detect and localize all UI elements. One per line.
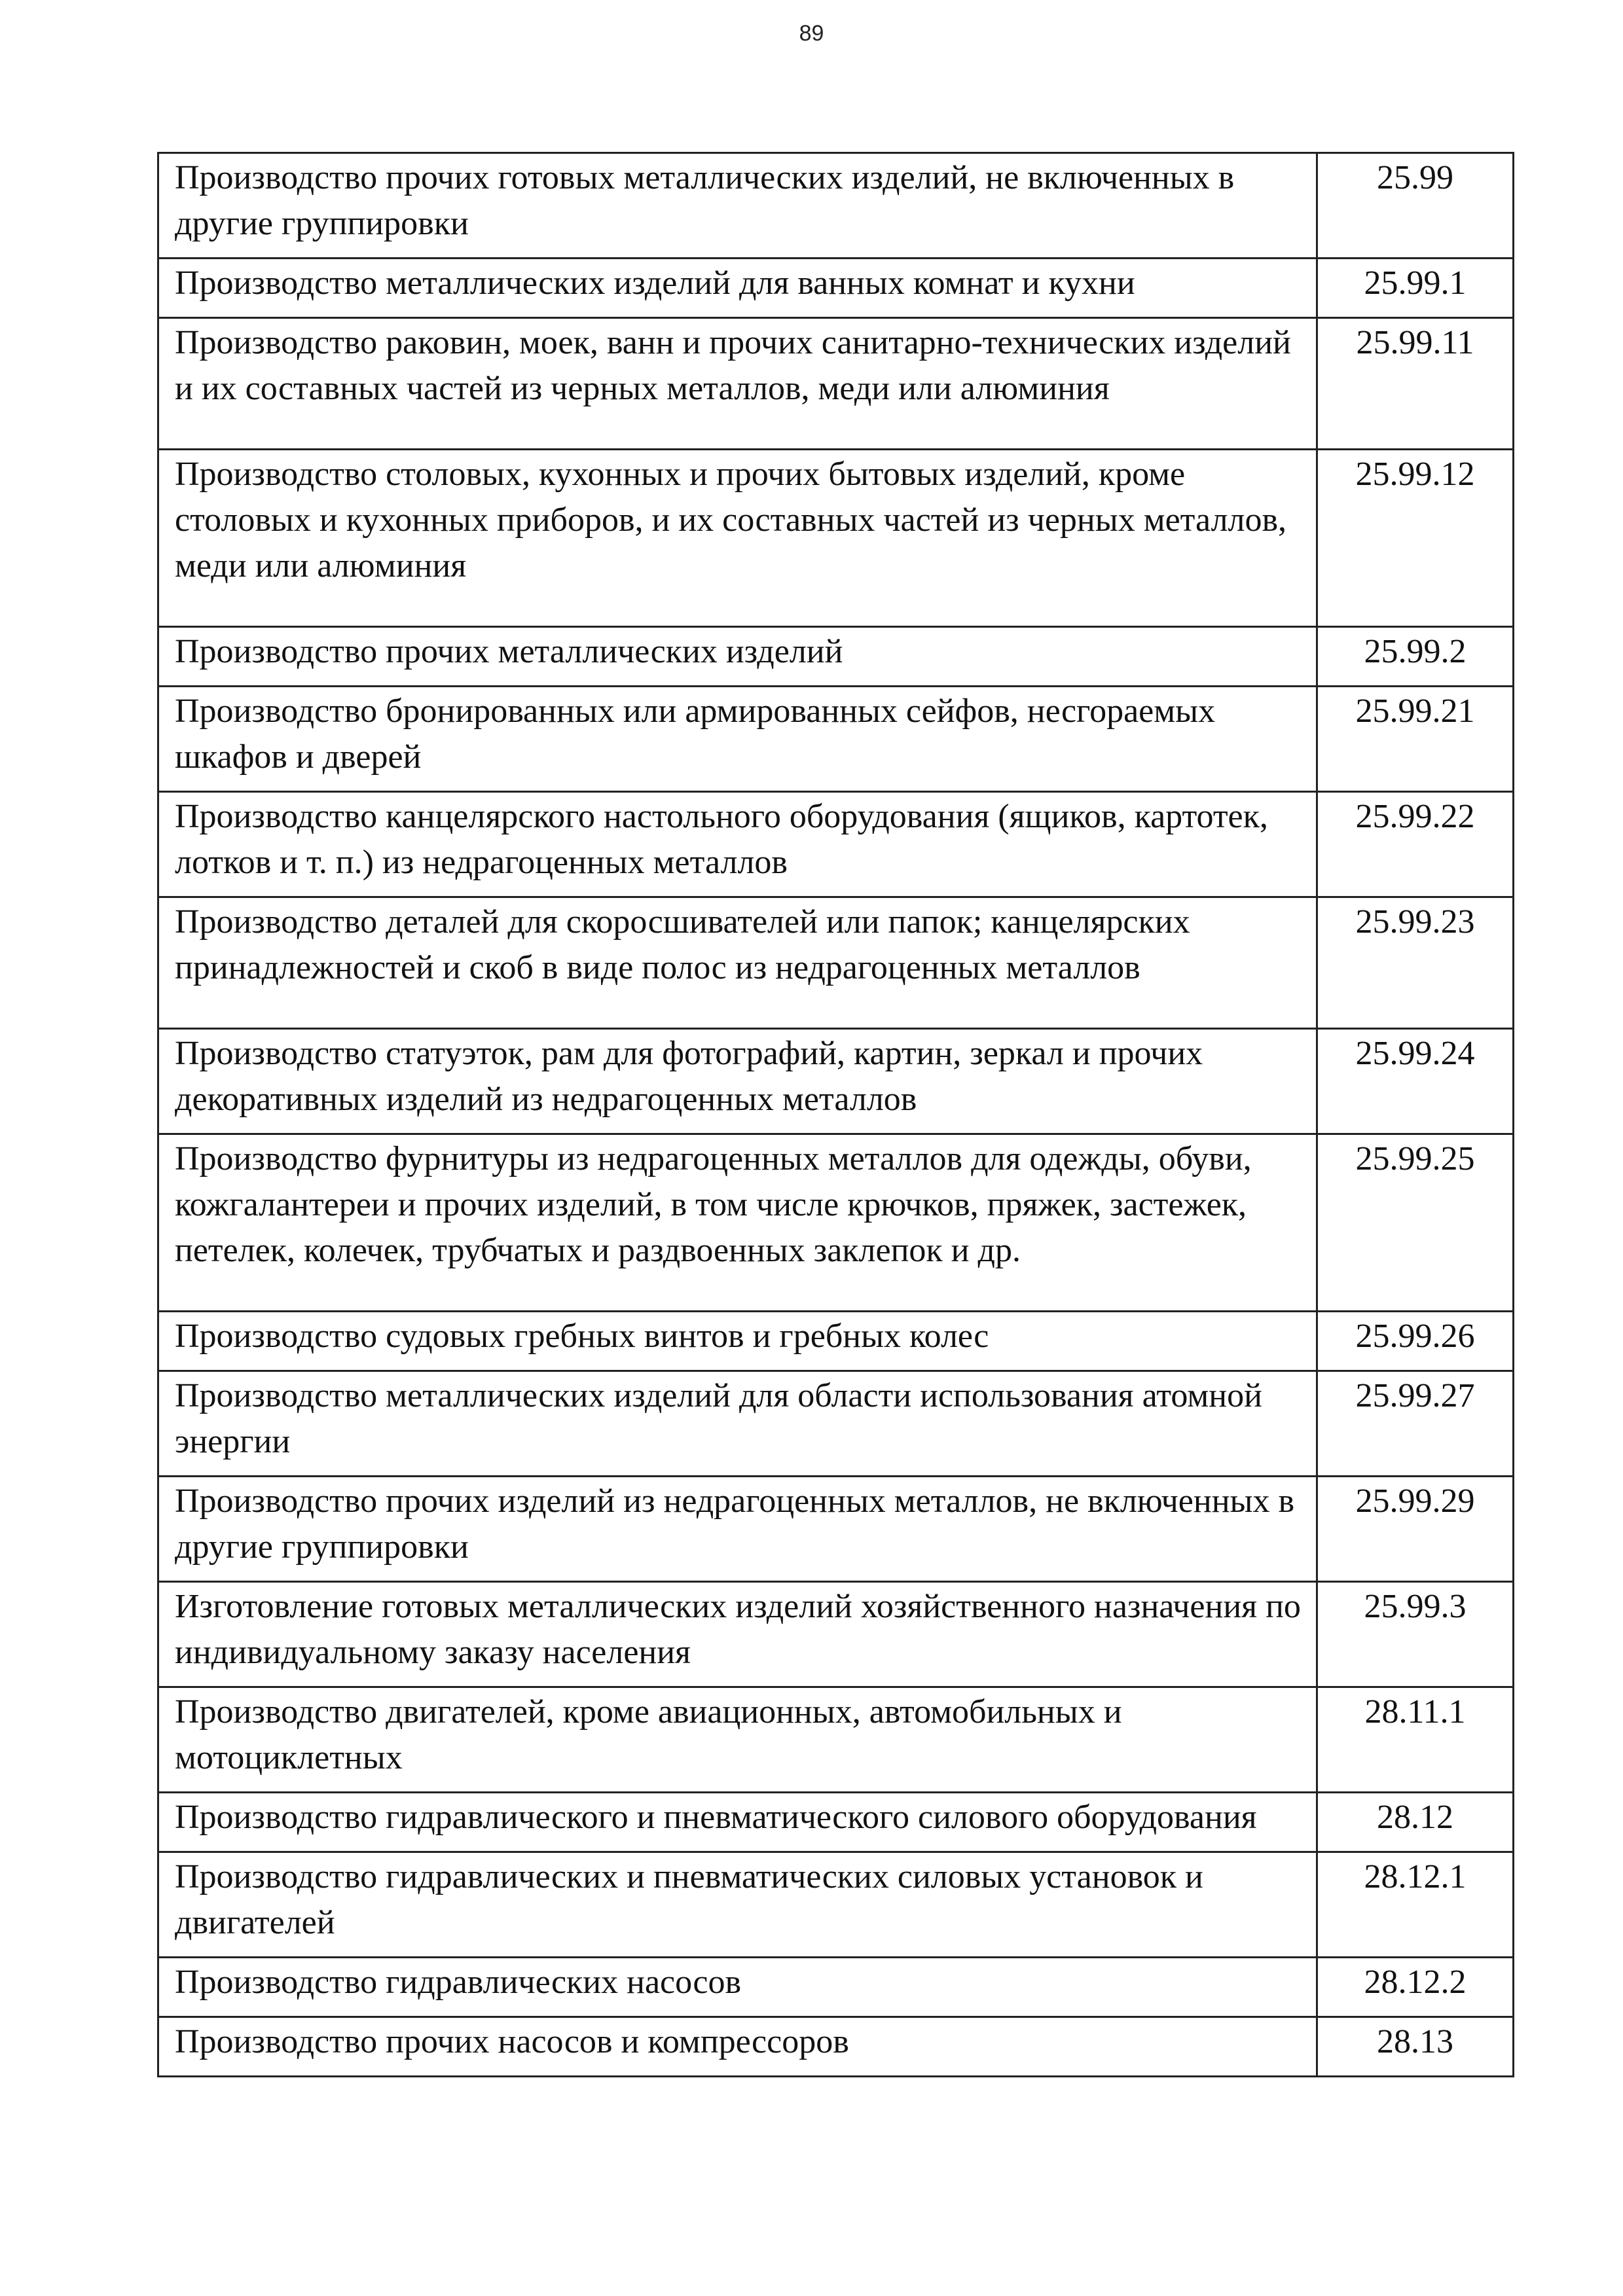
activity-code: 25.99.12 bbox=[1317, 450, 1514, 627]
activity-description: Производство прочих металлических изделий bbox=[158, 627, 1317, 687]
activity-description: Производство гидравлических и пневматических силовых установок и двигателей bbox=[158, 1852, 1317, 1958]
activity-code: 25.99.1 bbox=[1317, 259, 1514, 318]
activity-code: 28.11.1 bbox=[1317, 1687, 1514, 1793]
table-row bbox=[158, 627, 1514, 687]
activity-code: 25.99.21 bbox=[1317, 687, 1514, 792]
activity-code: 25.99.23 bbox=[1317, 897, 1514, 1029]
table-row bbox=[158, 1958, 1514, 2017]
table-row bbox=[158, 1793, 1514, 1852]
activity-code: 25.99.24 bbox=[1317, 1029, 1514, 1134]
activity-code: 28.13 bbox=[1317, 2017, 1514, 2077]
activity-description: Производство прочих изделий из недрагоценных металлов, не включенных в другие группировки bbox=[158, 1477, 1317, 1582]
table-row bbox=[158, 1687, 1514, 1793]
activity-code: 25.99.25 bbox=[1317, 1134, 1514, 1312]
activity-description: Производство прочих насосов и компрессоров bbox=[158, 2017, 1317, 2077]
table-row bbox=[158, 1852, 1514, 1958]
table-row bbox=[158, 1371, 1514, 1477]
table-row bbox=[158, 1029, 1514, 1134]
table-row bbox=[158, 153, 1514, 259]
activity-code: 25.99.11 bbox=[1317, 318, 1514, 450]
activity-description: Производство судовых гребных винтов и гребных колес bbox=[158, 1312, 1317, 1371]
table-row bbox=[158, 1582, 1514, 1687]
activity-code: 25.99.27 bbox=[1317, 1371, 1514, 1477]
table-row bbox=[158, 687, 1514, 792]
activity-code: 25.99 bbox=[1317, 153, 1514, 259]
table-row bbox=[158, 897, 1514, 1029]
activity-code: 25.99.29 bbox=[1317, 1477, 1514, 1582]
activity-description: Изготовление готовых металлических изделий хозяйственного назначения по индивидуальному заказу населения bbox=[158, 1582, 1317, 1687]
table-row bbox=[158, 1312, 1514, 1371]
activity-description: Производство статуэток, рам для фотографий, картин, зеркал и прочих декоративных изделий из недрагоценных металлов bbox=[158, 1029, 1317, 1134]
page-number: 89 bbox=[799, 21, 824, 46]
activity-code: 25.99.26 bbox=[1317, 1312, 1514, 1371]
okved-table bbox=[157, 152, 1514, 2077]
activity-description: Производство гидравлического и пневматического силового оборудования bbox=[158, 1793, 1317, 1852]
table-row bbox=[158, 2017, 1514, 2077]
activity-description: Производство двигателей, кроме авиационных, автомобильных и мотоциклетных bbox=[158, 1687, 1317, 1793]
table-row bbox=[158, 259, 1514, 318]
activity-description: Производство деталей для скоросшивателей или папок; канцелярских принадлежностей и скоб в виде полос из недрагоценных металлов bbox=[158, 897, 1317, 1029]
activity-description: Производство металлических изделий для ванных комнат и кухни bbox=[158, 259, 1317, 318]
activity-code: 28.12.1 bbox=[1317, 1852, 1514, 1958]
table-row bbox=[158, 450, 1514, 627]
table-row bbox=[158, 1477, 1514, 1582]
activity-description: Производство бронированных или армированных сейфов, несгораемых шкафов и дверей bbox=[158, 687, 1317, 792]
table-row bbox=[158, 792, 1514, 897]
table-row bbox=[158, 1134, 1514, 1312]
activity-code: 28.12 bbox=[1317, 1793, 1514, 1852]
activity-description: Производство столовых, кухонных и прочих бытовых изделий, кроме столовых и кухонных приборов, и их составных частей из черных металлов, меди или алюминия bbox=[158, 450, 1317, 627]
activity-description: Производство металлических изделий для области использования атомной энергии bbox=[158, 1371, 1317, 1477]
activity-description: Производство фурнитуры из недрагоценных металлов для одежды, обуви, кожгалантереи и прочих изделий, в том числе крючков, пряжек, застежек, петелек, колечек, трубчатых и раздвоенных заклепок и др. bbox=[158, 1134, 1317, 1312]
activity-description: Производство прочих готовых металлических изделий, не включенных в другие группировки bbox=[158, 153, 1317, 259]
activity-code: 25.99.2 bbox=[1317, 627, 1514, 687]
table-row bbox=[158, 318, 1514, 450]
activity-code: 25.99.22 bbox=[1317, 792, 1514, 897]
activity-code: 28.12.2 bbox=[1317, 1958, 1514, 2017]
activity-description: Производство раковин, моек, ванн и прочих санитарно-технических изделий и их составных частей из черных металлов, меди или алюминия bbox=[158, 318, 1317, 450]
activity-code: 25.99.3 bbox=[1317, 1582, 1514, 1687]
activity-description: Производство канцелярского настольного оборудования (ящиков, картотек, лотков и т. п.) из недрагоценных металлов bbox=[158, 792, 1317, 897]
activity-description: Производство гидравлических насосов bbox=[158, 1958, 1317, 2017]
